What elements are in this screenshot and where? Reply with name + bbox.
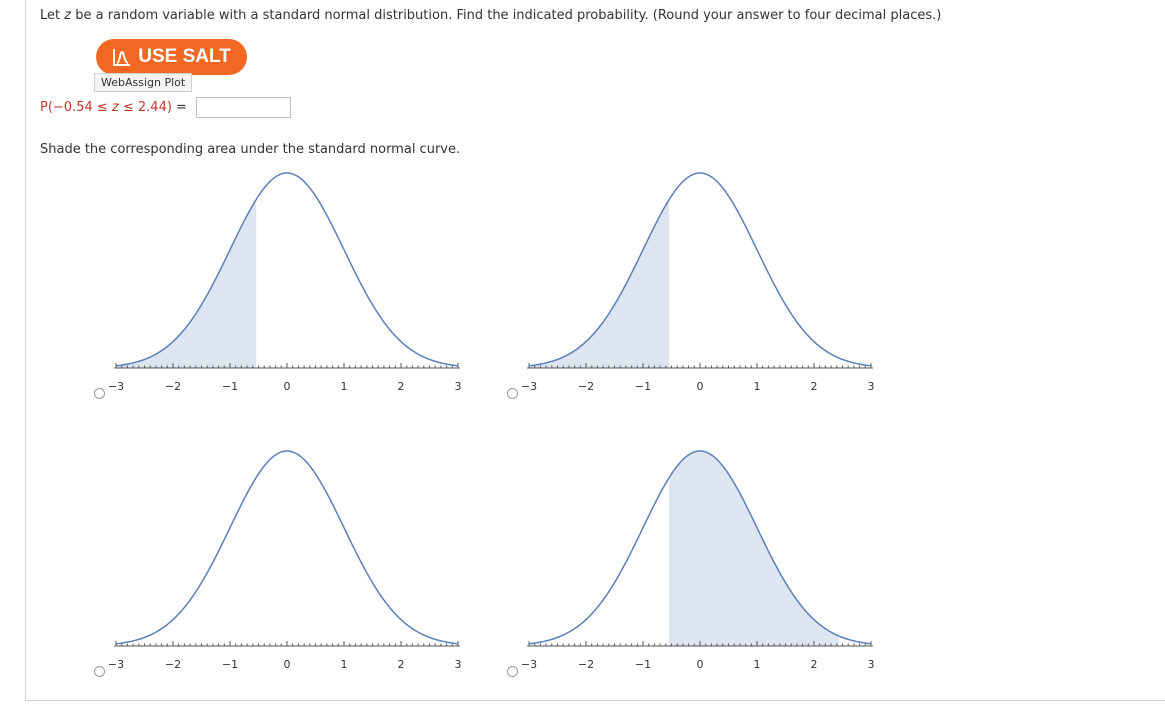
tick-label: 2	[397, 658, 405, 671]
tick-label: −1	[634, 658, 652, 671]
option-d-radio[interactable]	[507, 666, 518, 677]
option-a-plot	[108, 173, 462, 393]
tick-label: −3	[520, 658, 538, 671]
tick-label: 0	[696, 380, 704, 393]
tick-label: 1	[340, 658, 348, 671]
shaded-area	[529, 199, 669, 368]
tick-label: −2	[577, 380, 595, 393]
tick-label: 1	[753, 380, 761, 393]
tick-label: −3	[107, 658, 125, 671]
normal-curve	[116, 451, 458, 644]
tick-label: 1	[340, 380, 348, 393]
tick-label: 3	[454, 658, 462, 671]
tick-label: 0	[696, 658, 704, 671]
tick-label: −3	[520, 380, 538, 393]
shaded-area	[669, 451, 839, 646]
instruction-text: Shade the corresponding area under the standard normal curve.	[40, 142, 461, 157]
probability-expression: P(−0.54 ≤ z ≤ 2.44) =	[40, 100, 187, 115]
option-c-radio[interactable]	[94, 666, 105, 677]
tick-label: −2	[164, 658, 182, 671]
tick-label: −3	[107, 380, 125, 393]
option-b-plot	[521, 173, 875, 393]
option-d-plot	[521, 451, 875, 671]
tick-label: −1	[221, 380, 239, 393]
tick-label: 0	[283, 380, 291, 393]
tick-label: −1	[634, 380, 652, 393]
option-a-radio[interactable]	[94, 388, 105, 399]
tick-label: 0	[283, 658, 291, 671]
normal-curve	[116, 173, 458, 366]
tick-label: −2	[164, 380, 182, 393]
webassign-plot-button[interactable]: WebAssign Plot	[94, 73, 192, 92]
tick-label: 3	[867, 380, 875, 393]
variable-z: z	[64, 8, 72, 23]
option-c-plot	[108, 451, 462, 671]
normal-curve	[529, 173, 871, 366]
question-text: Let z be a random variable with a standard normal distribution. Find the indicated probability. (Round your answer to four decimal places.)	[40, 8, 942, 23]
tick-label: 2	[810, 658, 818, 671]
tick-label: 1	[753, 658, 761, 671]
tick-label: 2	[810, 380, 818, 393]
tick-label: 3	[867, 658, 875, 671]
tick-label: −2	[577, 658, 595, 671]
tick-label: −1	[221, 658, 239, 671]
tick-label: 2	[397, 380, 405, 393]
shaded-area	[116, 199, 256, 368]
tick-label: 3	[454, 380, 462, 393]
use-salt-label: USE SALT	[138, 46, 231, 67]
option-b-radio[interactable]	[507, 388, 518, 399]
